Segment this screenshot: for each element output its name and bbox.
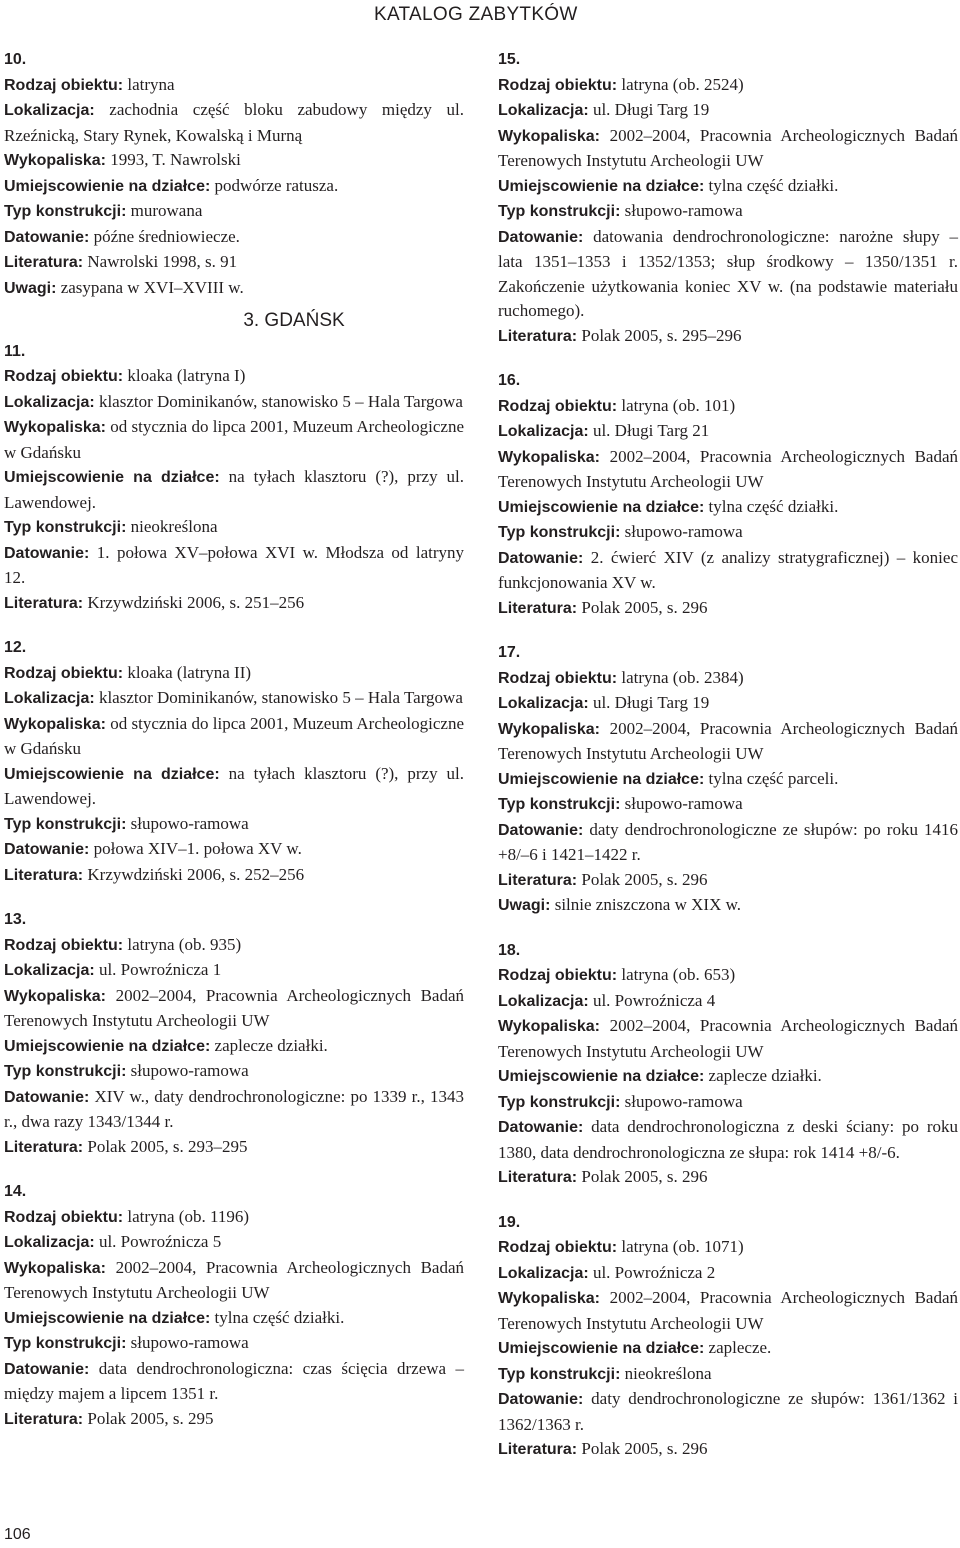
- field-value: zasypana w XVI–XVIII w.: [56, 277, 244, 297]
- field-value: Polak 2005, s. 293–295: [83, 1136, 248, 1156]
- field-label: Datowanie:: [4, 1088, 90, 1106]
- entry-field: [4, 984, 464, 1034]
- entry-field: [498, 1090, 958, 1116]
- entry-field: [498, 225, 958, 324]
- field-value: 2002–2004, Pracownia Archeologicznych Badań Terenowych Instytutu Archeologii UW: [498, 1288, 958, 1333]
- entry-number: 11.: [4, 342, 26, 360]
- field-value: późne średniowiecze.: [89, 226, 240, 246]
- entry-field: [498, 989, 958, 1015]
- field-value: Krzywdziński 2006, s. 252–256: [83, 864, 305, 884]
- field-label: Rodzaj obiektu:: [498, 669, 618, 687]
- field-value: latryna (ob. 935): [123, 934, 242, 954]
- field-label: Umiejscowienie na działce:: [4, 1037, 211, 1055]
- field-value: daty dendrochronologiczne ze słupów: po roku 1416 +8/–6 i 1421–1422 r.: [498, 819, 958, 864]
- entry-field: [4, 1135, 464, 1161]
- field-value: data dendrochronologiczna z deski ściany: po roku 1380, data dendrochronologiczna ze słupa: rok 1414 +8/-6.: [498, 1117, 958, 1162]
- entry-field: [4, 250, 464, 276]
- entry-field: [498, 1286, 958, 1336]
- field-value: 2002–2004, Pracownia Archeologicznych Badań Terenowych Instytutu Archeologii UW: [4, 985, 464, 1030]
- entry-number: 12.: [4, 639, 27, 656]
- field-value: na tyłach klasztoru (?), przy ul. Lawendowej.: [4, 763, 464, 808]
- entry-field: [498, 596, 958, 622]
- entry-number: 18.: [498, 941, 521, 959]
- entry-field: [4, 98, 464, 148]
- field-label: Datowanie:: [498, 821, 584, 839]
- entry-field: [498, 1362, 958, 1388]
- entry-field: [498, 691, 958, 717]
- field-value: tylna część parceli.: [704, 768, 839, 788]
- field-value: 1. połowa XV–połowa XVI w. Młodsza od latryny 12.: [4, 542, 464, 587]
- entry-field: [4, 276, 464, 302]
- field-value: murowana: [126, 201, 203, 220]
- field-value: Nawrolski 1998, s. 91: [83, 252, 238, 271]
- field-label: Typ konstrukcji:: [4, 1063, 127, 1080]
- field-value: 2002–2004, Pracownia Archeologicznych Badań Terenowych Instytutu Archeologii UW: [498, 1016, 958, 1061]
- entry-field: [498, 73, 958, 99]
- field-value: ul. Długi Targ 21: [588, 421, 710, 440]
- field-value: nieokreślona: [620, 1363, 712, 1383]
- field-label: Literatura:: [498, 327, 578, 345]
- field-value: Polak 2005, s. 296: [577, 597, 708, 617]
- entry-field: [498, 666, 958, 692]
- running-header: KATALOG ZABYTKÓW: [374, 4, 578, 25]
- field-label: Rodzaj obiektu:: [498, 967, 618, 984]
- entry-field: [498, 419, 958, 445]
- entry-field: [4, 364, 464, 390]
- field-value: od stycznia do lipca 2001, Muzeum Archeologiczne w Gdańsku: [4, 713, 464, 758]
- field-value: słupowo-ramowa: [126, 813, 249, 833]
- entry-field: [498, 174, 958, 200]
- entry-field: [498, 1387, 958, 1437]
- field-value: 1993, T. Nawrolski: [105, 150, 241, 169]
- entry-field: [498, 495, 958, 521]
- field-label: Literatura:: [498, 1441, 578, 1458]
- field-label: Wykopaliska:: [498, 127, 600, 145]
- field-value: słupowo-ramowa: [620, 201, 743, 220]
- catalog-entry: [498, 48, 958, 349]
- field-value: 2002–2004, Pracownia Archeologicznych Badań Terenowych Instytutu Archeologii UW: [4, 1257, 464, 1302]
- field-value: zaplecze działki.: [704, 1066, 822, 1085]
- entry-field: [498, 717, 958, 767]
- field-value: 2002–2004, Pracownia Archeologicznych Badań Terenowych Instytutu Archeologii UW: [498, 125, 958, 170]
- entry-field: [498, 324, 958, 350]
- field-value: ul. Powroźnicza 2: [588, 1262, 716, 1282]
- entry-field: [498, 1437, 958, 1463]
- field-value: ul. Powroźnicza 4: [588, 990, 716, 1010]
- field-value: latryna (ob. 1071): [617, 1237, 744, 1256]
- entry-field: [4, 465, 464, 515]
- field-value: ul. Długi Targ 19: [588, 693, 710, 712]
- field-value: latryna: [123, 74, 175, 94]
- field-label: Literatura:: [4, 1410, 84, 1428]
- field-value: Krzywdziński 2006, s. 251–256: [83, 592, 305, 612]
- field-value: nieokreślona: [126, 517, 218, 536]
- catalog-entry: [4, 636, 464, 888]
- field-label: Rodzaj obiektu:: [498, 397, 618, 415]
- entry-field: [4, 762, 464, 812]
- field-label: Datowanie:: [498, 549, 584, 567]
- field-value: Polak 2005, s. 296: [577, 1439, 708, 1458]
- field-label: Typ konstrukcji:: [498, 203, 621, 220]
- field-label: Literatura:: [498, 871, 578, 889]
- field-label: Wykopaliska:: [4, 715, 106, 733]
- left-column: [4, 48, 464, 1452]
- entry-field: [498, 199, 958, 225]
- entry-field: [4, 812, 464, 838]
- entry-field: [498, 546, 958, 596]
- entry-field: [4, 1331, 464, 1357]
- catalog-entry: [498, 369, 958, 621]
- field-value: Polak 2005, s. 295: [83, 1408, 214, 1428]
- catalog-entry: [4, 340, 464, 617]
- entry-field: [498, 520, 958, 546]
- field-label: Wykopaliska:: [4, 1259, 106, 1277]
- entry-number: 16.: [498, 372, 521, 389]
- entry-field: [4, 73, 464, 99]
- field-label: Uwagi:: [498, 897, 551, 914]
- field-label: Datowanie:: [498, 1119, 584, 1136]
- field-label: Typ konstrukcji:: [4, 1335, 127, 1352]
- field-value: XIV w., daty dendrochronologiczne: po 1339 r., 1343 r., dwa razy 1343/1344 r.: [4, 1086, 464, 1131]
- entry-number: 15.: [498, 51, 521, 68]
- field-value: data dendrochronologiczna: czas ścięcia drzewa – między majem a lipcem 1351 r.: [4, 1358, 464, 1403]
- field-value: tylna część działki.: [210, 1307, 345, 1327]
- field-label: Uwagi:: [4, 279, 57, 297]
- field-label: Typ konstrukcji:: [498, 1365, 621, 1383]
- field-value: zaplecze działki.: [210, 1035, 328, 1055]
- field-label: Wykopaliska:: [4, 419, 106, 436]
- page-number: 106: [4, 1526, 31, 1543]
- field-value: tylna część działki.: [704, 175, 839, 195]
- entry-field: [498, 1235, 958, 1261]
- entry-field: [4, 1034, 464, 1060]
- entry-field: [498, 124, 958, 174]
- field-value: latryna (ob. 2384): [617, 667, 744, 687]
- entry-field: [498, 394, 958, 420]
- field-value: zachodnia część bloku zabudowy między ul. Rzeźnicką, Stary Rynek, Kowalską i Murną: [4, 100, 464, 145]
- field-label: Rodzaj obiektu:: [4, 368, 124, 385]
- field-value: datowania dendrochronologiczne: narożne słupy – lata 1351–1353 i 1352/1353; słup środkowy – 1350/1351 r. Zakończenie użytkowania koniec XV w. (na podstawie materiału ruchomego).: [498, 226, 958, 320]
- field-label: Typ konstrukcji:: [498, 524, 621, 541]
- field-label: Rodzaj obiektu:: [498, 76, 618, 94]
- right-column: [498, 48, 958, 1483]
- field-value: podwórze ratusza.: [210, 175, 339, 195]
- field-label: Literatura:: [4, 254, 84, 271]
- entry-field: [498, 1261, 958, 1287]
- catalog-entry: [4, 1180, 464, 1432]
- field-value: kloaka (latryna II): [123, 662, 252, 682]
- field-label: Lokalizacja:: [4, 690, 95, 707]
- entry-field: [4, 1306, 464, 1332]
- field-value: słupowo-ramowa: [620, 522, 743, 541]
- entry-number: 19.: [498, 1213, 521, 1231]
- field-value: 2002–2004, Pracownia Archeologicznych Badań Terenowych Instytutu Archeologii UW: [498, 446, 958, 491]
- field-label: Rodzaj obiektu:: [4, 664, 124, 682]
- field-label: Datowanie:: [498, 1391, 584, 1408]
- field-label: Typ konstrukcji:: [4, 519, 127, 536]
- field-label: Datowanie:: [4, 228, 90, 246]
- field-label: Umiejscowienie na działce:: [498, 770, 705, 788]
- field-value: słupowo-ramowa: [126, 1333, 249, 1352]
- entry-field: [4, 712, 464, 762]
- field-value: połowa XIV–1. połowa XV w.: [89, 839, 302, 858]
- field-value: latryna (ob. 2524): [617, 74, 744, 94]
- field-value: ul. Powroźnicza 1: [94, 960, 222, 979]
- field-label: Literatura:: [4, 594, 84, 612]
- left-entries-before-section: [4, 48, 464, 301]
- entry-field: [498, 1115, 958, 1165]
- entry-field: [4, 390, 464, 416]
- field-label: Lokalizacja:: [498, 102, 589, 119]
- field-label: Umiejscowienie na działce:: [498, 177, 705, 195]
- field-label: Typ konstrukcji:: [4, 815, 127, 833]
- field-value: latryna (ob. 653): [617, 965, 736, 984]
- field-value: kloaka (latryna I): [123, 366, 246, 385]
- field-label: Datowanie:: [4, 544, 90, 562]
- field-label: Literatura:: [4, 866, 84, 884]
- field-value: klasztor Dominikanów, stanowisko 5 – Hala Targowa: [94, 391, 463, 411]
- entry-number: 10.: [4, 51, 27, 68]
- entry-field: [4, 225, 464, 251]
- field-label: Rodzaj obiektu:: [498, 1239, 618, 1256]
- field-value: słupowo-ramowa: [126, 1061, 249, 1080]
- entry-number: 13.: [4, 911, 27, 928]
- entry-field: [498, 792, 958, 818]
- entry-field: [4, 1407, 464, 1433]
- entry-field: [4, 541, 464, 591]
- field-label: Wykopaliska:: [498, 1018, 600, 1035]
- field-label: Lokalizacja:: [4, 1234, 95, 1251]
- field-label: Wykopaliska:: [4, 152, 106, 169]
- field-value: 2002–2004, Pracownia Archeologicznych Badań Terenowych Instytutu Archeologii UW: [498, 718, 958, 763]
- entry-field: [498, 1064, 958, 1090]
- catalog-entry: [4, 908, 464, 1160]
- entry-field: [498, 1165, 958, 1191]
- field-label: Wykopaliska:: [498, 720, 600, 738]
- field-label: Datowanie:: [498, 228, 584, 246]
- entry-field: [4, 863, 464, 889]
- catalog-entry: [498, 939, 958, 1191]
- field-label: Lokalizacja:: [498, 992, 589, 1010]
- field-label: Typ konstrukcji:: [498, 796, 621, 813]
- field-value: Polak 2005, s. 295–296: [577, 325, 742, 345]
- field-label: Lokalizacja:: [4, 962, 95, 979]
- entry-field: [4, 1256, 464, 1306]
- field-value: latryna (ob. 101): [617, 395, 736, 415]
- entry-field: [498, 893, 958, 919]
- field-label: Umiejscowienie na działce:: [4, 469, 220, 486]
- field-value: latryna (ob. 1196): [123, 1206, 249, 1226]
- field-value: silnie zniszczona w XIX w.: [550, 895, 742, 914]
- field-label: Umiejscowienie na działce:: [498, 498, 705, 516]
- field-value: Polak 2005, s. 296: [577, 1167, 708, 1186]
- entry-field: [498, 445, 958, 495]
- field-label: Umiejscowienie na działce:: [4, 1309, 211, 1327]
- entry-field: [4, 661, 464, 687]
- field-label: Typ konstrukcji:: [498, 1093, 621, 1111]
- entry-field: [4, 1059, 464, 1085]
- field-value: od stycznia do lipca 2001, Muzeum Archeologiczne w Gdańsku: [4, 417, 464, 462]
- field-label: Rodzaj obiektu:: [4, 936, 124, 954]
- entry-field: [4, 148, 464, 174]
- field-label: Datowanie:: [4, 841, 90, 858]
- entry-field: [4, 686, 464, 712]
- entry-field: [4, 415, 464, 465]
- field-label: Umiejscowienie na działce:: [4, 177, 211, 195]
- entry-field: [498, 818, 958, 868]
- entry-field: [498, 1014, 958, 1064]
- field-label: Lokalizacja:: [498, 1264, 589, 1282]
- field-label: Literatura:: [498, 599, 578, 617]
- catalog-entry: [4, 48, 464, 301]
- field-label: Literatura:: [4, 1138, 84, 1156]
- field-label: Umiejscowienie na działce:: [498, 1068, 705, 1085]
- field-label: Lokalizacja:: [4, 393, 95, 411]
- field-label: Lokalizacja:: [498, 423, 589, 440]
- field-label: Umiejscowienie na działce:: [4, 765, 220, 783]
- entry-field: [4, 837, 464, 863]
- entry-field: [498, 963, 958, 989]
- field-value: słupowo-ramowa: [620, 794, 743, 813]
- field-value: na tyłach klasztoru (?), przy ul. Lawendowej.: [4, 467, 464, 512]
- entry-field: [498, 1336, 958, 1362]
- field-label: Rodzaj obiektu:: [4, 76, 124, 94]
- section-title: 3. GDAŃSK: [243, 310, 345, 331]
- field-label: Umiejscowienie na działce:: [498, 1340, 705, 1357]
- field-label: Lokalizacja:: [498, 695, 589, 712]
- field-value: słupowo-ramowa: [620, 1091, 743, 1111]
- entry-field: [4, 933, 464, 959]
- catalog-entry: [498, 1211, 958, 1463]
- field-label: Wykopaliska:: [498, 1290, 600, 1307]
- entry-field: [498, 767, 958, 793]
- field-label: Datowanie:: [4, 1360, 90, 1378]
- entry-field: [4, 515, 464, 541]
- left-entries-after-section: [4, 340, 464, 1433]
- field-label: Literatura:: [498, 1169, 578, 1186]
- entry-field: [498, 868, 958, 894]
- field-label: Typ konstrukcji:: [4, 203, 127, 220]
- entry-field: [498, 98, 958, 124]
- entry-field: [4, 1205, 464, 1231]
- entry-field: [4, 958, 464, 984]
- entry-field: [4, 1230, 464, 1256]
- catalog-entry: [498, 641, 958, 919]
- field-value: ul. Powroźnicza 5: [94, 1232, 222, 1251]
- field-label: Wykopaliska:: [498, 448, 600, 466]
- entry-number: 14.: [4, 1183, 27, 1200]
- field-label: Lokalizacja:: [4, 102, 95, 119]
- field-value: klasztor Dominikanów, stanowisko 5 – Hala Targowa: [94, 688, 463, 707]
- entry-field: [4, 1085, 464, 1135]
- entry-number: 17.: [498, 644, 521, 661]
- field-value: 2. ćwierć XIV (z analizy stratygraficznej) – koniec funkcjonowania XV w.: [498, 547, 958, 592]
- entry-field: [4, 199, 464, 225]
- field-label: Rodzaj obiektu:: [4, 1208, 124, 1226]
- field-value: zaplecze.: [704, 1338, 772, 1357]
- entry-field: [4, 174, 464, 200]
- field-value: Polak 2005, s. 296: [577, 869, 708, 889]
- entry-field: [4, 591, 464, 617]
- field-value: ul. Długi Targ 19: [588, 100, 710, 119]
- field-value: daty dendrochronologiczne ze słupów: 1361/1362 i 1362/1363 r.: [498, 1389, 958, 1434]
- entry-field: [4, 1357, 464, 1407]
- field-value: tylna część działki.: [704, 496, 839, 516]
- field-label: Wykopaliska:: [4, 987, 106, 1005]
